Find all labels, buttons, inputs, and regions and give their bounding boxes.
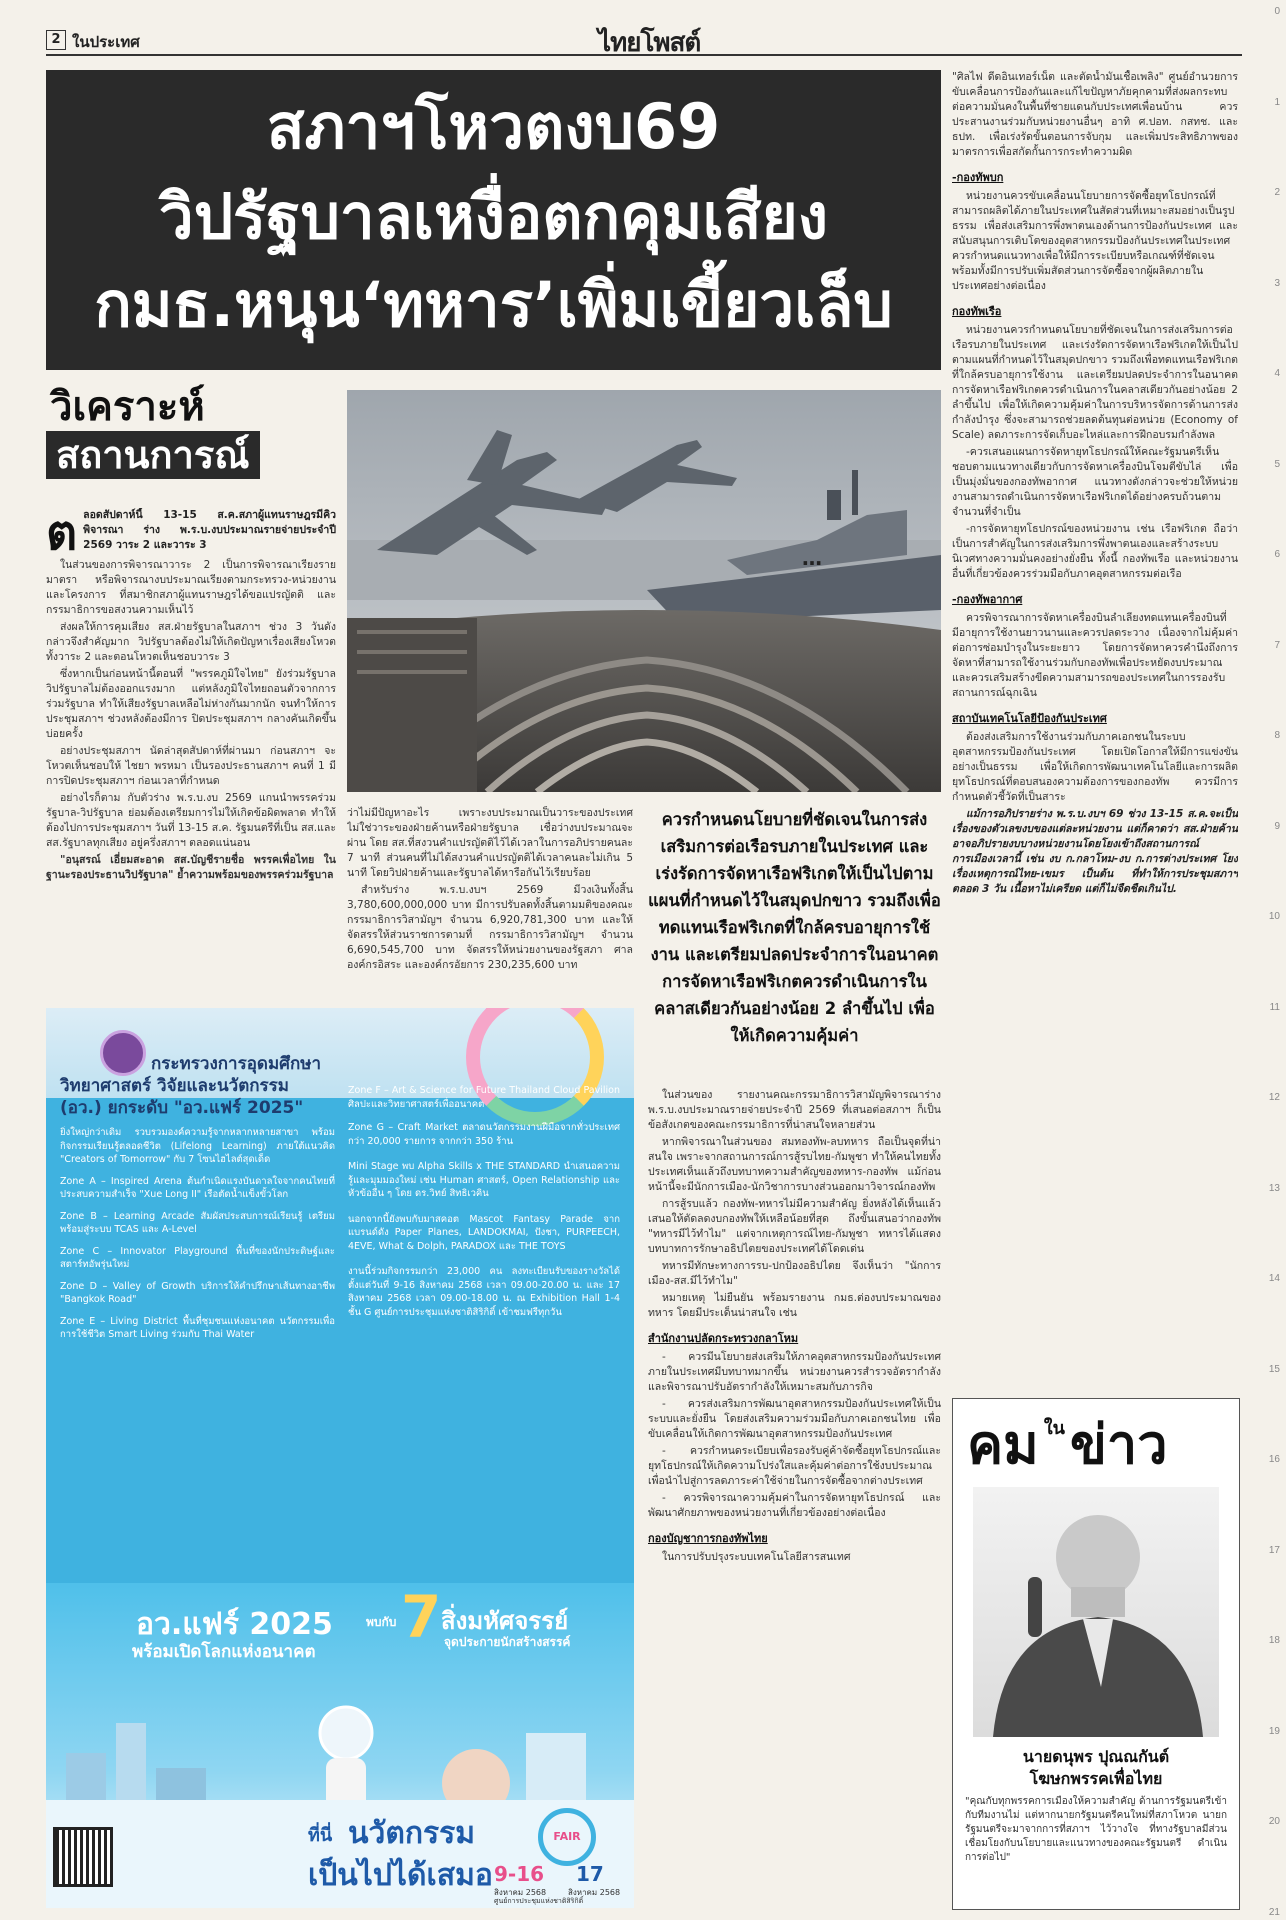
ruler-mark: 2 bbox=[1274, 187, 1280, 198]
banner-pobkab: พบกับ bbox=[366, 1615, 397, 1629]
advert-zone: Zone E – Living District พื้นที่ชุมชนแห่งอนาคต นวัตกรรมเพื่อการใช้ชีวิต Smart Living ร่วมกับ Thai Water bbox=[60, 1315, 335, 1340]
photo-collage bbox=[347, 390, 941, 792]
ruler-mark: 12 bbox=[1268, 1092, 1280, 1103]
pull-quote bbox=[648, 806, 941, 1066]
ruler-mark: 7 bbox=[1274, 639, 1280, 651]
advert-text: Mini Stage พบ Alpha Skills x THE STANDARD นำเสนอความรู้และมุมมองใหม่ เช่น Human ศาสตร์, Open Relationship และหัวข้ออื่น ๆ โดย ดร.วิทย์ สิทธิเวคิน bbox=[348, 1161, 620, 1199]
news-box-title bbox=[967, 1413, 1227, 1483]
right-article bbox=[952, 70, 1238, 1292]
lead-paragraph: อย่างไรก็ตาม กับตัวร่าง พ.ร.บ.งบ 2569 แกนนำพรรคร่วมรัฐบาล-วิปรัฐบาล ย่อมต้องเตรียมการไม่ให้เกิดข้อผิดพลาด ทำให้ต้องไปการประชุมสภาฯ วันที่ 13-15 ส.ค. รัฐมนตรีที่เป็น สส.และ สส.รัฐบาลทุกเสียง อยู่ครึ่งสภาฯ ตลอดแน่นอน bbox=[46, 792, 336, 849]
ruler-mark: 9 bbox=[1274, 820, 1280, 832]
lead-paragraph: อย่างประชุมสภาฯ นัดล่าสุดสัปดาห์ที่ผ่านมา ก่อนสภาฯ จะโหวตเห็นชอบให้ ไชยา พรหมา เป็นรองประธานสภาฯ คนที่ 1 มีการปิดประชุมสภาฯ ก่อนเวลาที่กำหนด bbox=[46, 745, 336, 787]
lead-paragraph: ในส่วนของการพิจารณาวาระ 2 เป็นการพิจารณาเรียงรายมาตรา หรือพิจารณางบประมาณเรียงตามกระทรวง-หน่วยงาน และโครงการ ที่สมาชิกสภาผู้แทนราษฎรได้ขอแปรญัตติ และกรรมาธิการขอสงวนความเห็นไว้ bbox=[46, 559, 336, 616]
ministry-seal-icon bbox=[100, 1030, 146, 1076]
ministry-title-3: (อว.) ยกระดับ "อว.แฟร์ 2025" bbox=[60, 1098, 304, 1118]
closing-paragraph: แม้การอภิปรายร่าง พ.ร.บ.งบฯ 69 ช่วง 13-15 ส.ค.จะเป็นเรื่องของตัวเลขงบของแต่ละหน่วยงาน แต่ก็คาดว่า สส.ฝ่ายค้านอาจอภิปรายงบบางหน่วยงานโดยโยงเข้าถึงสถานการณ์การเมืองเวลานี้ เช่น งบ ก.กลาโหม-งบ ก.การต่างประเทศ โยงเรื่องเหตุการณ์ไทย-เขมร เป็นต้น ที่ทำให้การประชุมสภาฯ ตลอด 3 วัน เนื้อหาไม่เครียด แต่ก็ไม่จืดชืดเกินไป. bbox=[952, 808, 1238, 895]
person-role: โฆษกพรรคเพื่อไทย bbox=[1029, 1769, 1163, 1788]
report-paragraph: ในการปรับปรุงระบบเทคโนโลยีสารสนเทศ bbox=[662, 1551, 851, 1563]
venue-text: ศูนย์การประชุมแห่งชาติสิริกิติ์ bbox=[494, 1897, 584, 1905]
ruler-mark: 5 bbox=[1274, 458, 1280, 470]
page-header bbox=[46, 28, 1242, 56]
person-name: นายดนุพร ปุณณกันต์ bbox=[1022, 1747, 1170, 1766]
advert-text: งานนี้ร่วมกิจกรรมกว่า 23,000 คน ลงทะเบียนรับของรางวัลได้ตั้งแต่วันที่ 9-16 สิงหาคม 2568 เวลา 09.00-20.00 น. และ 17 สิงหาคม 2568 เวลา 09.00-18.00 น. ณ Exhibition Hall 1-4 ชั้น G ศูนย์การประชุมแห่งชาติสิริกิติ์ เข้าชมฟรีทุกวัน bbox=[348, 1266, 620, 1318]
ruler-mark: 10 bbox=[1268, 911, 1280, 922]
lead-article bbox=[46, 508, 336, 1003]
page-number: 2 bbox=[46, 30, 66, 50]
column-badge bbox=[46, 385, 336, 485]
spokesman-photo bbox=[973, 1487, 1219, 1737]
advert-zone: Zone G – Craft Market ตลาดนวัตกรรมงานฝีมือจากทั่วประเทศกว่า 20,000 รายการ จากกว่า 350 ร้าน bbox=[348, 1122, 620, 1147]
hq-heading: กองบัญชาการกองทัพไทย bbox=[648, 1532, 768, 1545]
lead-paragraph: ส่งผลให้การคุมเสียง สส.ฝ่ายรัฐบาลในสภาฯ ช่วง 3 วันดังกล่าวจึงสำคัญมาก วิปรัฐบาลต้องไม่ให้เกิดปัญหาเรื่องเสียงโหวตทั้งวาระ 2 และตอนโหวตเห็นชอบวาระ 3 bbox=[46, 621, 336, 663]
page-ruler bbox=[1260, 0, 1286, 1920]
parliament-chamber-image bbox=[347, 610, 941, 792]
fair-logo bbox=[538, 1808, 596, 1866]
date-month-1: สิงหาคม 2568 bbox=[494, 1888, 547, 1897]
lead-paragraph: ซึ่งหากเป็นก่อนหน้านี้ตอนที่ "พรรคภูมิใจไทย" ยังร่วมรัฐบาล วิปรัฐบาลไม่ต้องออกแรงมาก แต่หลังภูมิใจไทยถอนตัวจากการร่วมรัฐบาล ทำให้เสียงรัฐบาลเหลือไม่ห่างกันมากนัก จนทำให้การประชุมสภาฯ ช่วงหลังต้องมีการ ปิดประชุมสภาฯ กลางคันเกิดขึ้นบ่อยครั้ง bbox=[46, 668, 336, 740]
headline-line-1: สภาฯโหวตงบ69 bbox=[266, 90, 721, 163]
headline-line-2: วิปรัฐบาลเหงื่อตกคุมเสียง bbox=[158, 180, 829, 253]
ruler-mark: 20 bbox=[1268, 1816, 1280, 1827]
fair-logo-text: FAIR bbox=[553, 1830, 581, 1843]
ministry-title-1: กระทรวงการอุดมศึกษา bbox=[151, 1054, 321, 1074]
advert-zone: Zone C – Innovator Playground พื้นที่ของนักประดิษฐ์และสตาร์ทอัพรุ่นใหม่ bbox=[60, 1245, 335, 1270]
title-khao: ข่าว bbox=[1070, 1413, 1168, 1476]
banner-subtitle: พร้อมเปิดโลกแห่งอนาคต bbox=[132, 1642, 316, 1662]
advert-col-2 bbox=[348, 1084, 620, 1584]
report-paragraph: ในส่วนของ รายงานคณะกรรมาธิการวิสามัญพิจารณาร่าง พ.ร.บ.งบประมาณรายจ่ายประจำปี 2569 ที่เสนอต่อสภาฯ ก็เป็นข้อสังเกตของคณะกรรมาธิการที่น่าสนใจหลายส่วน bbox=[648, 1089, 941, 1131]
title-nai: ใน bbox=[1043, 1418, 1065, 1439]
ruler-mark: 8 bbox=[1274, 730, 1280, 741]
advert-bottom-strip bbox=[46, 1800, 634, 1908]
date-single: 17 bbox=[576, 1862, 604, 1886]
ruler-mark: 15 bbox=[1268, 1363, 1280, 1375]
army-heading: -กองทัพบก bbox=[952, 171, 1004, 184]
news-box-quote: "คุณกับทุกพรรคการเมืองให้ความสำคัญ ด้านการรัฐมนตรีเข้ากับทีมงานไม่ แต่หากนายกรัฐมนตรีคนใหม่ที่สภาโหวต นายกรัฐมนตรีจะมาจากการที่สภาฯ ไว้วางใจ ที่ทางรัฐบาลมีส่วนเชื่อมโยงกับนโยบายและแนวทางของคณะรัฐมนตรี ดำเนินการต่อไป" bbox=[965, 1796, 1227, 1863]
advert-zone: Zone D – Valley of Growth บริการให้คำปรึกษาเส้นทางอาชีพ "Bangkok Road" bbox=[60, 1280, 335, 1305]
ministry-title-2: วิทยาศาสตร์ วิจัยและนวัตกรรม bbox=[60, 1076, 290, 1096]
ruler-mark: 0 bbox=[1274, 6, 1280, 17]
bottom-line-2: เป็นไปได้เสมอ bbox=[308, 1858, 493, 1893]
banner-wonders-sub: จุดประกายนักสร้างสรรค์ bbox=[444, 1635, 571, 1649]
ruler-mark: 1 bbox=[1274, 96, 1280, 108]
ruler-mark: 6 bbox=[1274, 549, 1280, 560]
right-paragraph: ควรพิจารณาการจัดหาเครื่องบินลำเลียงทดแทนเครื่องบินที่มีอายุการใช้งานยาวนานและควรปลดระวาง เนื่องจากไม่คุ้มค่าต่อการซ่อมบำรุงในระยะยาว โดยการจัดหาควรคำนึงถึงการจัดหาที่สามารถใช้งานร่วมกับกองทัพเพื่อประหยัดงบประมาณ และควรเสริมสร้างขีดความสามารถของประเทศในการรองรับสถานการณ์ฉุกเฉิน bbox=[952, 612, 1238, 699]
report-paragraph: การสู้รบแล้ว กองทัพ-ทหารไม่มีความสำคัญ ยิ่งหลังได้เห็นแล้ว เสนอให้ตัดลดงบกองทัพให้เหลือน้อยที่สุด ถึงขั้นเสนอว่ากองทัพ "ทหารมีไว้ทำไม" แต่จากเหตุการณ์ไทย-กัมพูชา ทหารได้แสดงบทบาทการรักษาอธิปไตยของประเทศได้โดดเด่น bbox=[648, 1198, 941, 1255]
drop-cap: ต bbox=[46, 508, 78, 558]
report-article bbox=[648, 1088, 941, 1908]
ruler-mark: 4 bbox=[1274, 368, 1280, 379]
report-paragraph: - ควรมีนโยบายส่งเสริมให้ภาคอุตสาหกรรมป้องกันประเทศภายในประเทศมีบทบาทมากขึ้น หน่วยงานควรสำรวจอัตรากำลังและพิจารณาปรับอัตรากำลังให้เหมาะสมกับภารกิจ bbox=[648, 1351, 941, 1393]
advert-col-1 bbox=[60, 1126, 335, 1586]
headline-line-3: กมธ.หนุน‘ทหาร’เพิ่มเขี้ยวเล็บ bbox=[94, 268, 893, 341]
report-paragraph: - ควรกำหนดระเบียบเพื่อรองรับคู่ค้าจัดซื้อยุทโธปกรณ์และยุทโธปกรณ์ให้เกิดความโปร่งใสและคุ้มค่าต่อการใช้งบประมาณ เพื่อนำไปสู่การลดภาระค่าใช้จ่ายในการจัดซื้อจากต่างประเทศ bbox=[648, 1445, 941, 1487]
right-paragraph: หน่วยงานควรขับเคลื่อนนโยบายการจัดซื้อยุทโธปกรณ์ที่สามารถผลิตได้ภายในประเทศในสัดส่วนที่เหมาะสมอย่างเป็นรูปธรรม เพื่อส่งเสริมการพึ่งพาตนเองด้านการป้องกันประเทศ และสนับสนุนการเติบโตของอุตสาหกรรมป้องกันประเทศในประเทศ ควรกำหนดแนวทางเพื่อให้มีการระเบียบหรือเกณฑ์ที่ชัดเจน พร้อมทั้งมีการปรับเพิ่มสัดส่วนการจัดซื้อจากผู้ผลิตภายในประเทศอย่างต่อเนื่อง bbox=[952, 190, 1238, 292]
title-kom: คม bbox=[967, 1413, 1039, 1476]
right-paragraph: -การจัดหายุทโธปกรณ์ของหน่วยงาน เช่น เรือฟริเกต ถือว่าเป็นการสำคัญในการส่งเสริมการพึ่งพาตนเองและสร้างระบบนิเวศทางความมั่นคงอย่างยั่งยืน ทั้งนี้ กองทัพเรือ และหน่วยงานอื่นที่เกี่ยวข้องควรร่วมมือกับภาคอุตสาหกรรมต่อเรือ bbox=[952, 523, 1238, 580]
right-paragraph: หน่วยงานควรกำหนดนโยบายที่ชัดเจนในการส่งเสริมการต่อเรือรบภายในประเทศ และเร่งรัดการจัดหาเรือฟริเกตให้เป็นไปตามแผนที่กำหนดไว้ในสมุดปกขาว รวมถึงเพื่อทดแทนเรือฟริเกตที่ใกล้ครบอายุการใช้งาน และเตรียมปลดประจำการในอนาคต การจัดหาเรือฟริเกตควรดำเนินการในคลาสเดียวกันอย่างน้อย 2 ลำขึ้นไป เพื่อให้เกิดความคุ้มค่าในการบริหารจัดการด้านการส่งกำลังบำรุง ซึ่งจะสามารถช่วยลดต้นทุนต่อหน่วย (Economy of Scale) ลดภาระการจัดเก็บอะไหล่และการฝึกอบรมกำลังพล bbox=[952, 324, 1238, 441]
report-paragraph: ทหารมีทักษะทางการรบ-ปกป้องอธิปไตย จึงเห็นว่า "นักการเมือง-สส.มีไว้ทำไม" bbox=[648, 1260, 941, 1287]
bottom-prefix: ที่นี่ bbox=[308, 1825, 333, 1846]
ruler-mark: 11 bbox=[1269, 1001, 1280, 1013]
right-paragraph: -ควรเสนอแผนการจัดหายุทโธปกรณ์ให้คณะรัฐมนตรีเห็นชอบตามแนวทางเดียวกับการจัดหาเครื่องบินโจมตีขับไล่ เพื่อเป็นมุ่งมั่นของกองทัพอากาศ แนวทางดังกล่าวจะช่วยให้หน่วยงานสามารถดำเนินการจัดหาเรือฟริเกตได้อย่างครบถ้วนตามจำนวนที่จำเป็น bbox=[952, 446, 1238, 518]
headline-box bbox=[46, 70, 941, 370]
middle-article bbox=[347, 806, 633, 1004]
banner-seven: 7 bbox=[401, 1583, 442, 1651]
report-paragraph: หมายเหตุ ไม่ยืนยัน พร้อมรายงาน กมธ.ต่องบประมาณของทหาร โดยมีประเด็นน่าสนใจ เช่น bbox=[648, 1292, 941, 1319]
section-name: ในประเทศ bbox=[72, 33, 140, 51]
report-paragraph: - ควรส่งเสริมการพัฒนาอุตสาหกรรมป้องกันประเทศให้เป็นระบบและยั่งยืน โดยส่งเสริมความร่วมมือกับภาคเอกชนไทย เพื่อขับเคลื่อนให้เกิดการพัฒนาอุตสาหกรรมป้องกันประเทศ bbox=[648, 1398, 941, 1440]
advert-text: นอกจากนี้ยังพบกับมาสคอต Mascot Fantasy Parade จากแบรนด์ดัง Paper Planes, LANDOKMAI, ปังชา, PURPEECH, 4EVE, What & Dolph, PARADOX และ THE TOYS bbox=[348, 1213, 620, 1252]
airforce-heading: -กองทัพอากาศ bbox=[952, 593, 1023, 606]
lead-paragraph-quote: "อนุสรณ์ เอี่ยมสะอาด สส.บัญชีรายชื่อ พรรคเพื่อไทย ในฐานะรองประธานวิปรัฐบาล" ย้ำความพร้อมของพรรคร่วมรัฐบาล bbox=[46, 854, 336, 881]
qr-code-icon bbox=[56, 1830, 110, 1884]
date-range: 9-16 bbox=[494, 1862, 545, 1886]
ruler-mark: 18 bbox=[1268, 1635, 1280, 1646]
pull-quote-text: ควรกำหนดนโยบายที่ชัดเจนในการส่งเสริมการต่อเรือรบภายในประเทศ และเร่งรัดการจัดหาเรือฟริเกตให้เป็นไปตามแผนที่กำหนดไว้ในสมุดปกขาว รวมถึงเพื่อทดแทนเรือฟริเกตที่ใกล้ครบอายุการใช้งาน และเตรียมปลดประจำการในอนาคต การจัดหาเรือฟริเกตควรดำเนินการในคลาสเดียวกันอย่างน้อย 2 ลำขึ้นไป เพื่อให้เกิดความคุ้มค่า bbox=[648, 810, 941, 1045]
middle-paragraph: สำหรับร่าง พ.ร.บ.งบฯ 2569 มีวงเงินทั้งสิ้น 3,780,600,000,000 บาท มีการปรับลดทั้งสิ้นตามมติของคณะกรรมาธิการวิสามัญฯ จำนวน 6,920,781,300 บาท และให้จัดสรรให้ส่วนราชการตามที่ กรรมาธิการวิสามัญฯ จำนวน 6,690,545,700 บาท จัดสรรให้หน่วยงานของรัฐสภา ศาล องค์กรอิสระ และองค์กรอัยการ 230,235,600 บาท bbox=[347, 884, 633, 971]
report-paragraph: - ควรพิจารณาความคุ้มค่าในการจัดหายุทโธปกรณ์ และพัฒนาศักยภาพของหน่วยงานที่เกี่ยวข้องอย่างต่อเนื่อง bbox=[648, 1492, 941, 1519]
date-month-2: สิงหาคม 2568 bbox=[568, 1888, 621, 1897]
banner-title: อว.แฟร์ 2025 bbox=[136, 1607, 333, 1642]
advert-zone: Zone F – Art & Science for Future Thailand Cloud Pavilion ศิลปะและวิทยาศาสตร์เพื่ออนาคต bbox=[348, 1085, 620, 1110]
main-photo bbox=[347, 390, 941, 792]
lead-intro: ลอดสัปดาห์นี้ 13-15 ส.ค.สภาผู้แทนราษฎรมีคิวพิจารณา ร่าง พ.ร.บ.งบประมาณรายจ่ายประจำปี 2569 วาระ 2 และวาระ 3 bbox=[83, 509, 336, 551]
ruler-mark: 16 bbox=[1268, 1454, 1280, 1465]
column-badge-subtitle: สถานการณ์ bbox=[46, 431, 260, 479]
ruler-mark: 14 bbox=[1268, 1273, 1280, 1284]
right-paragraph: ต้องส่งเสริมการใช้งานร่วมกับภาคเอกชนในระบบอุตสาหกรรมป้องกันประเทศ โดยเปิดโอกาสให้มีการแข่งขันอย่างเป็นธรรม เพื่อให้เกิดการพัฒนาเทคโนโลยีและการผลิตยุทโธปกรณ์ที่ตอบสนองความต้องการของกองทัพ ควรมีการกำหนดตัวชี้วัดที่เป็นสาระ bbox=[952, 731, 1238, 803]
defense-tech-heading: สถาบันเทคโนโลยีป้องกันประเทศ bbox=[952, 712, 1107, 725]
middle-paragraph: ว่าไม่มีปัญหาอะไร เพราะงบประมาณเป็นวาระของประเทศ ไม่ใช่วาระของฝ่ายค้านหรือฝ่ายรัฐบาล เชื่อว่างบประมาณจะผ่าน โดย สส.ที่สงวนคำแปรญัตติไว้ได้เวลาในการอภิปรายคนละ 7 นาที ส่วนคนที่ไม่ได้สงวนคำแปรญัตติได้เวลาคนละไม่เกิน 5 นาที โดยวิปฝ่ายค้านและรัฐบาลได้หารือกันไว้เรียบร้อย bbox=[347, 807, 633, 879]
report-paragraph: หากพิจารณาในส่วนของ สมทองทัพ-ลบทหาร ถือเป็นจุดที่น่าสนใจ เพราะจากสถานการณ์การสู้รบไทย-กัมพูชา ทำให้คนไทยทั้งประเทศเห็นแล้วถึงบทบาทความสำคัญของทหาร-กองทัพ แม้ก่อนหน้านี้จะมีนักการเมือง-นักวิชาการบางส่วนออกมาวิจารณ์กองทัพ bbox=[648, 1136, 941, 1193]
advert-zone: Zone B – Learning Arcade สัมผัสประสบการณ์เรียนรู้ เตรียมพร้อมสู่ระบบ TCAS และ A-Level bbox=[60, 1210, 335, 1235]
navy-heading: กองทัพเรือ bbox=[952, 305, 1002, 318]
masthead-logo: ไทยโพสต์ bbox=[598, 28, 701, 58]
ruler-mark: 17 bbox=[1268, 1544, 1280, 1556]
svg-text:…: … bbox=[802, 546, 822, 570]
advert-zone: Zone A – Inspired Arena ต้นกำเนิดแรงบันดาลใจจากคนไทยที่ประสบความสำเร็จ "Xue Long II" เรือตัดน้ำแข็งขั้วโลก bbox=[60, 1175, 335, 1200]
ruler-mark: 19 bbox=[1268, 1725, 1280, 1737]
ruler-mark: 3 bbox=[1274, 277, 1280, 289]
ruler-mark: 21 bbox=[1268, 1906, 1280, 1918]
ruler-mark: 13 bbox=[1268, 1182, 1280, 1194]
news-box bbox=[952, 1398, 1240, 1910]
person-portrait bbox=[973, 1487, 1219, 1737]
right-paragraph: "ศิลไฟ ดีดอินเทอร์เน็ต และตัดน้ำมันเชื้อเพลิง" ศูนย์อำนวยการขับเคลื่อนการป้องกันและแก้ไขปัญหาภัยคุกคามที่ส่งผลกระทบต่อความมั่นคงในพื้นที่ชายแดนกับประเทศเพื่อนบ้าน ควรประสานงานร่วมกับหน่วยงานอื่นๆ อาทิ ศ.ปอท. กสทช. และ ธปท. เพื่อเร่งรัดขั้นตอนการจับกุม และเพิ่มประสิทธิภาพของมาตรการเพื่อสกัดกั้นการกระทำความผิด bbox=[952, 71, 1238, 158]
advertisement bbox=[46, 1008, 634, 1908]
bottom-word: นวัตกรรม bbox=[348, 1816, 476, 1851]
column-badge-title: วิเคราะห์ bbox=[50, 384, 205, 430]
defense-heading: สำนักงานปลัดกระทรวงกลาโหม bbox=[648, 1332, 799, 1345]
advert-text: ยิ่งใหญ่กว่าเดิม รวบรวมองค์ความรู้จากหลากหลายสาขา พร้อมกิจกรรมเรียนรู้ตลอดชีวิต (Lifelong Learning) ภายใต้แนวคิด "Creators of Tomorrow" กับ 7 โซนไฮไลต์สุดเด็ด bbox=[60, 1127, 335, 1165]
banner-wonders: สิ่งมหัศจรรย์ bbox=[441, 1607, 569, 1635]
